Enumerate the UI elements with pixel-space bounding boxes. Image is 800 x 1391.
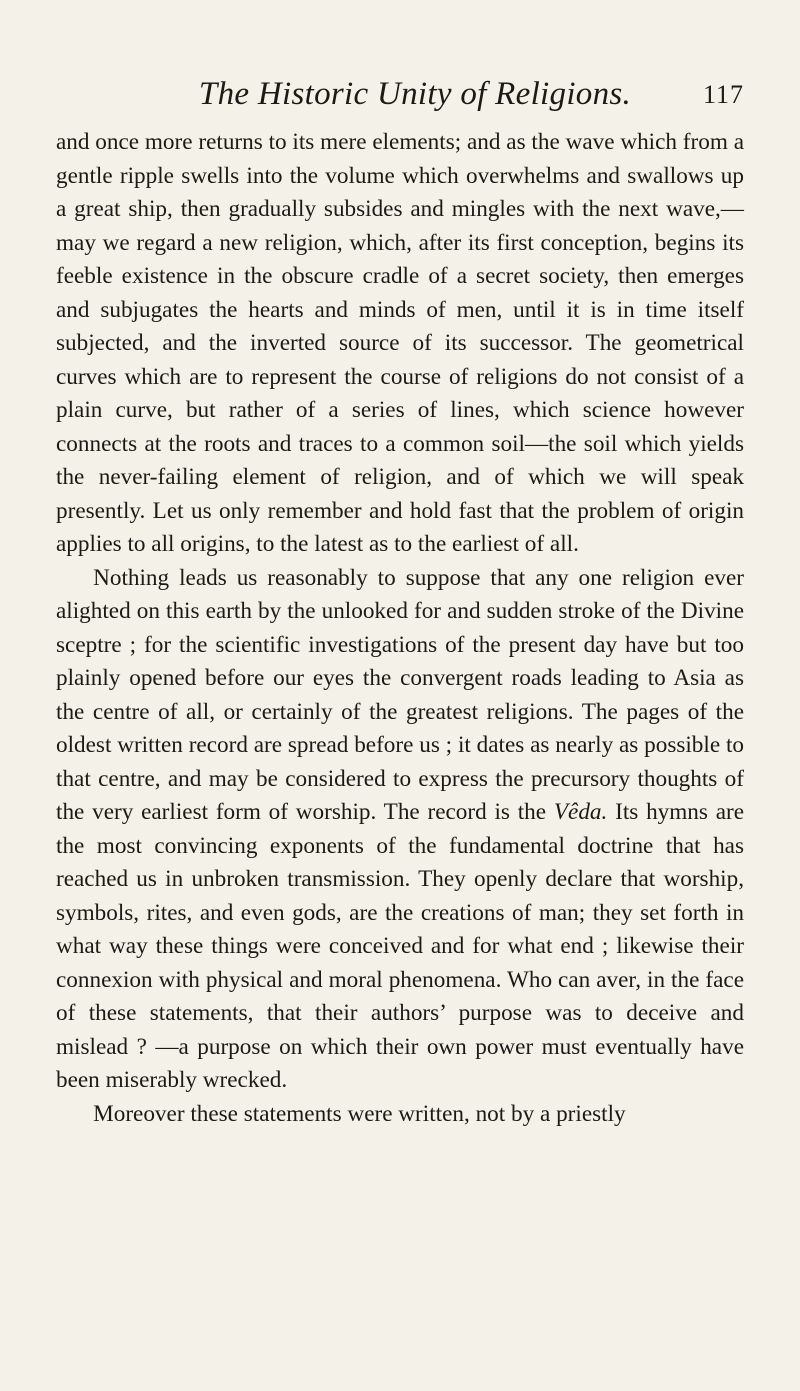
paragraph (56, 126, 744, 562)
book-page (56, 76, 744, 1131)
running-title: The Historic Unity of Religions. (198, 76, 632, 112)
paragraph-text: Nothing leads us reasonably to suppose that any one religion ever alighted on this earth by the unlooked for and sudden stroke of the Divine sceptre ; for the scientific investigations of the present day have but too plainly opened before our eyes the convergent roads leading to Asia as the centre of all, or certainly of the greatest religions. The pages of the oldest written record are spread before us ; it dates as nearly as possible to that centre, and may be considered to express the precursory thoughts of the very earliest form of worship. The record is the (56, 564, 744, 825)
body-text (56, 126, 744, 1131)
paragraph (56, 1098, 744, 1132)
page-number: 117 (702, 80, 744, 109)
paragraph-text: Moreover these statements were written, not by a priestly (93, 1100, 626, 1127)
veda-title: Vêda. (553, 799, 608, 825)
running-head (56, 76, 744, 120)
paragraph (56, 562, 744, 1098)
paragraph-text: Its hymns are the most convincing exponents of the fundamental doctrine that has reached us in unbroken transmission. They openly declare that worship, symbols, rites, and even gods, are the creations of man; they set forth in what way these things were conceived and for what end ; likewise their connexion with physical and moral phenomena. Who can aver, in the face of these statements, that their authors’ purpose was to deceive and mislead ? —a purpose on which their own power must eventually have been miserably wrecked. (56, 799, 744, 1093)
paragraph-text: and once more returns to its mere elements; and as the wave which from a gentle ripple swells into the volume which overwhelms and swallows up a great ship, then gradually subsides and mingles with the next wave,—may we regard a new religion, which, after its first conception, begins its feeble existence in the obscure cradle of a secret society, then emerges and subjugates the hearts and minds of men, until it is in time itself subjected, and the inverted source of its successor. The geometrical curves which are to represent the course of religions do not consist of a plain curve, but rather of a series of lines, which science however connects at the roots and traces to a common soil—the soil which yields the never-failing element of religion, and of which we will speak presently. Let us only remember and hold fast that the problem of origin applies to all origins, to the latest as to the earliest of all. (56, 129, 744, 557)
